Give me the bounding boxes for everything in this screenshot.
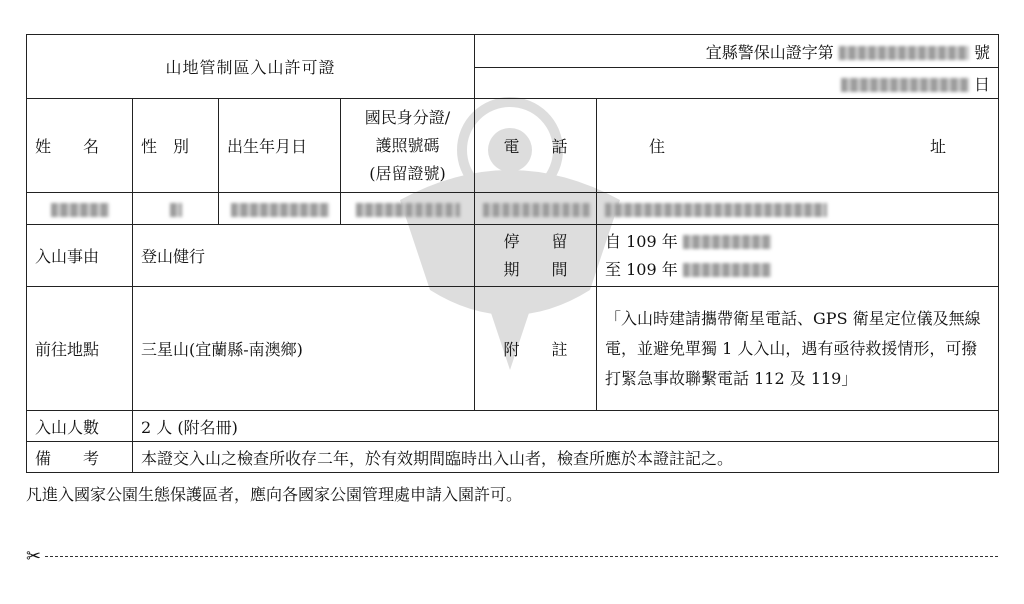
cut-line — [26, 546, 998, 566]
permit-number: 宜縣警保山證字第 號 — [475, 35, 999, 68]
count-label: 入山人數 — [27, 411, 133, 442]
redacted-id — [356, 203, 460, 217]
reason-label: 入山事由 — [27, 225, 133, 287]
reason-value: 登山健行 — [133, 225, 475, 287]
destination-label: 前往地點 — [27, 287, 133, 411]
redacted-number — [839, 46, 969, 60]
permit-title: 山地管制區入山許可證 — [27, 35, 475, 99]
redacted-birth — [231, 203, 329, 217]
notes-text: 「入山時建請攜帶衛星電話、GPS 衛星定位儀及無線電，並避免單獨 1 人入山，遇有亟待救援情形，可撥打緊急事故聯繫電話 112 及 119」 — [597, 287, 999, 411]
header-birth: 出生年月日 — [219, 99, 341, 193]
redacted-phone — [483, 203, 591, 217]
destination-value: 三星山(宜蘭縣-南澳鄉) — [133, 287, 475, 411]
header-sex: 性 別 — [133, 99, 219, 193]
header-id: 國民身分證/ 護照號碼 (居留證號) — [341, 99, 475, 193]
permit-table — [26, 34, 999, 473]
footer-note: 凡進入國家公園生態保護區者，應向各國家公園管理處申請入園許可。 — [26, 485, 523, 504]
notes-label: 附 註 — [475, 287, 597, 411]
stay-value: 自 109 年 至 109 年 — [597, 225, 999, 287]
count-value: 2 人 (附名冊) — [133, 411, 999, 442]
remark-value: 本證交入山之檢查所收存二年，於有效期間臨時出入山者，檢查所應於本證註記之。 — [133, 442, 999, 473]
redacted-date — [841, 78, 969, 92]
header-address: 住 址 — [597, 99, 999, 193]
permit-date: 日 — [475, 68, 999, 99]
header-name: 姓 名 — [27, 99, 133, 193]
stay-label: 停 留 期 間 — [475, 225, 597, 287]
header-phone: 電 話 — [475, 99, 597, 193]
remark-label: 備 考 — [27, 442, 133, 473]
redacted-sex — [170, 203, 182, 217]
redacted-address — [605, 203, 827, 217]
scissors-icon: ✂ — [26, 545, 42, 567]
redacted-name — [51, 203, 109, 217]
dashed-divider — [45, 556, 998, 557]
